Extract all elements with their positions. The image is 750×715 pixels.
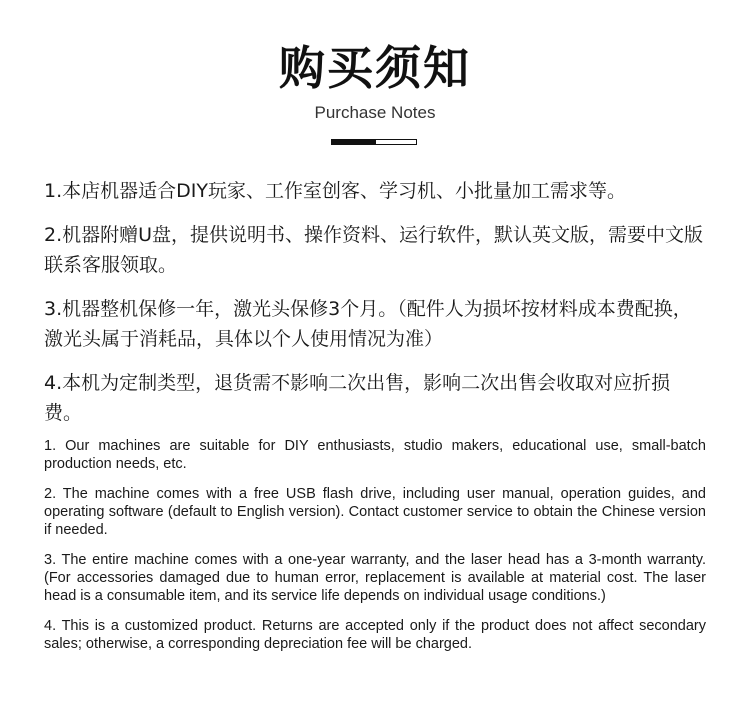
note-en-2: 2. The machine comes with a free USB flash drive, including user manual, operation guides, and operating software (default to English version). Contact customer service to obtain the Chinese version if needed. (44, 486, 706, 538)
note-cn-2: 2.机器附赠U盘，提供说明书、操作资料、运行软件，默认英文版，需要中文版联系客服领取。 (44, 224, 704, 276)
note-en-3: 3. The entire machine comes with a one-year warranty, and the laser head has a 3-month warranty. (For accessories damaged due to human error, replacement is available at material cost. The laser head is a consumable item, and its service life depends on individual usage conditions.) (44, 552, 706, 604)
page-title: 购买须知 (279, 41, 471, 95)
note-en-1: 1. Our machines are suitable for DIY enthusiasts, studio makers, educational use, small-batch production needs, etc. (44, 438, 706, 472)
note-cn-1: 1.本店机器适合DIY玩家、工作室创客、学习机、小批量加工需求等。 (44, 180, 626, 202)
title-divider (331, 139, 417, 145)
notes-chinese (44, 176, 708, 442)
note-en-4: 4. This is a customized product. Returns are accepted only if the product does not affect secondary sales; otherwise, a corresponding depreciation fee will be charged. (44, 618, 706, 652)
notes-english (44, 437, 706, 665)
title-divider-fill (332, 140, 376, 144)
note-cn-4: 4.本机为定制类型，退货需不影响二次出售，影响二次出售会收取对应折损费。 (44, 372, 671, 424)
note-cn-3: 3.机器整机保修一年，激光头保修3个月。（配件人为损坏按材料成本费配换，激光头属于消耗品，具体以个人使用情况为准） (44, 298, 692, 350)
page-subtitle: Purchase Notes (314, 103, 436, 122)
